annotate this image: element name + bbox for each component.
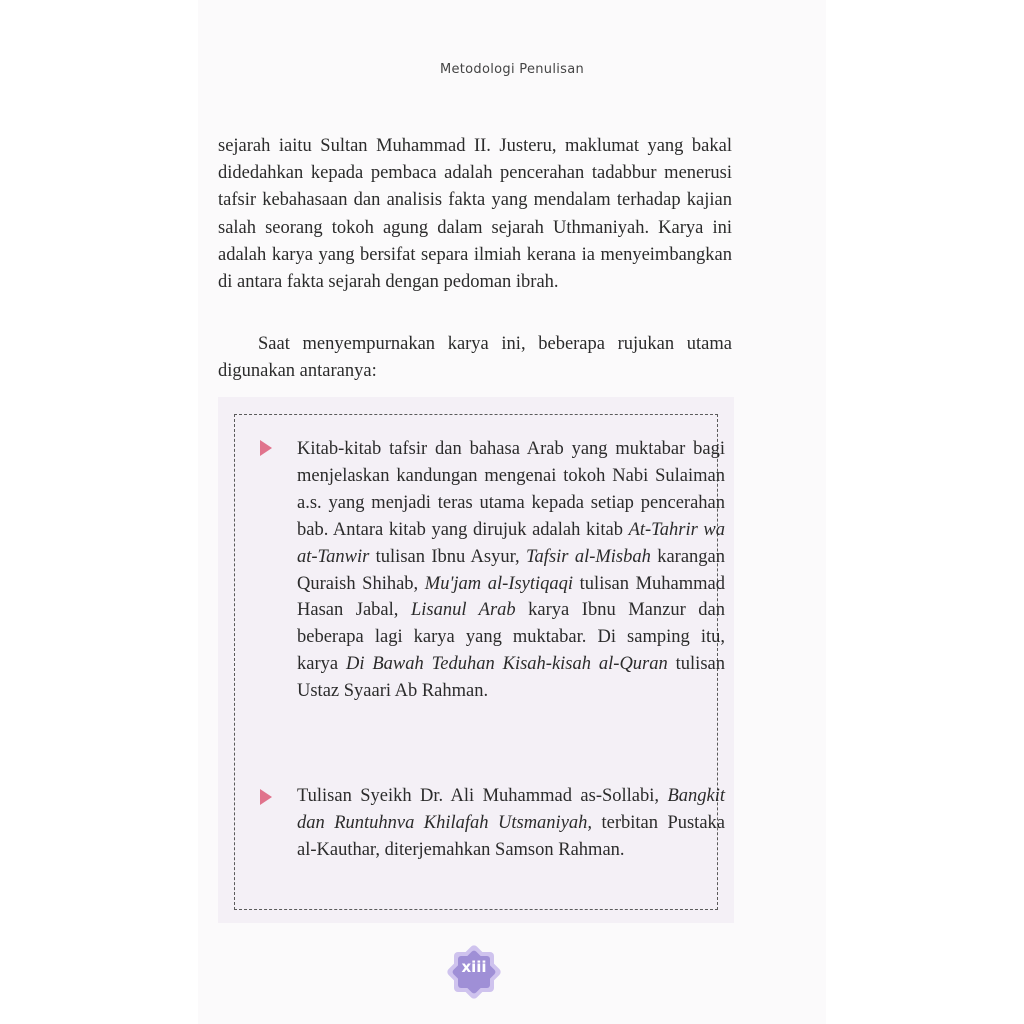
body-paragraph-2: Saat menyempurnakan karya ini, beberapa rujukan utama digunakan antaranya: [218,334,732,382]
ref1-title-2: Tafsir al-Misbah [525,546,651,567]
ref1-text-6: tulisan Ustaz Syaari Ab Rahman. [297,654,725,702]
running-head: Metodologi Penulisan [439,62,585,77]
reference-item-2 [297,783,725,864]
ref2-title-1: Bangkit dan Runtuhnva Khilafah Utsmaniyah, [297,786,725,833]
ref1-text-2: tulisan Ibnu Asyur, [369,546,526,567]
ref1-text-4: tulisan Muhammad Hasan Jabal, [297,573,725,621]
ref2-text-1: Tulisan Syeikh Dr. Ali Muhammad as-Sollabi, [297,786,668,806]
ref1-text-3: karangan Quraish Shihab, [297,546,725,594]
body-paragraph-1: sejarah iaitu Sultan Muhammad II. Justeru, maklumat yang bakal didedahkan kepada pembaca adalah pencerahan tadabbur menerusi tafsir kebahasaan dan analisis fakta yang mendalam terhadap kajian salah seorang tokoh agung dalam sejarah Uthmaniyah. Karya ini adalah karya yang bersifat separa ilmiah kerana ia menyeimbangkan di antara fakta sejarah dengan pedoman ibrah. [218,136,732,293]
triangle-bullet-icon [260,789,272,805]
ref1-title-5: Di Bawah Teduhan Kisah-kisah al-Quran [345,654,668,675]
ref1-title-3: Mu'jam al-Isytiqaqi [424,573,574,594]
ref1-text-1: Kitab-kitab tafsir dan bahasa Arab yang muktabar bagi menjelaskan kandungan mengenai tokoh Nabi Sulaiman a.s. yang menjadi teras utama kepada setiap pencerahan bab. Antara kitab yang dirujuk adalah kitab [297,439,725,540]
ref1-text-5: karya Ibnu Manzur dan beberapa lagi karya yang muktabar. Di samping itu, karya [297,600,726,675]
ref1-title-4: Lisanul Arab [410,600,516,621]
ref1-title-1: At-Tahrir wa at-Tanwir [297,519,725,567]
ref2-text-2: terbitan Pustaka al-Kauthar, diterjemahkan Samson Rahman. [297,812,725,860]
page-number: xiii [461,958,487,976]
triangle-bullet-icon [260,440,272,456]
reference-item-1 [297,436,725,705]
